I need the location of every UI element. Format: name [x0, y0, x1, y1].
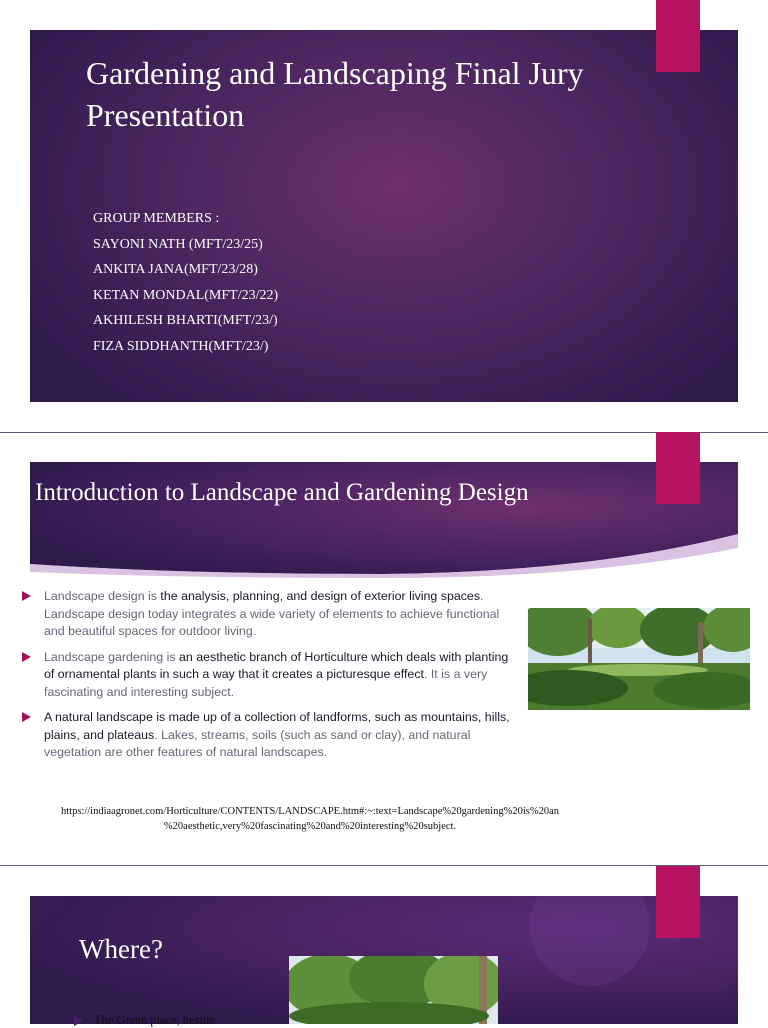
reference-link[interactable]: https://indiaagronet.com/Horticulture/CONTENTS/LANDSCAPE.htm#:~:text=Landscape%20gardening%20is%20an %20aesthetic,very%20fascinating%20and%20interesting%20subject.	[60, 806, 560, 832]
bullet-item: Landscape gardening is an aesthetic branch of Horticulture which deals with planting of ornamental plants in such a way that it creates a picturesque effect. It is a very fascinating and interesting subject.	[22, 649, 522, 702]
bullet-item: Landscape design is the analysis, planning, and design of exterior living spaces. Landscape design today integrates a wide variety of elements to achieve functional and beautiful spaces for outdoor living.	[22, 588, 522, 641]
bullet-item: The Green place, beside	[74, 1013, 274, 1028]
member-item: FIZA SIDDHANTH(MFT/23/)	[93, 338, 269, 354]
title-slide	[30, 30, 738, 402]
member-item: KETAN MONDAL(MFT/23/22)	[93, 287, 279, 303]
bullet-list	[22, 588, 522, 770]
group-members-list	[93, 208, 278, 361]
garden-photo	[528, 608, 750, 710]
bullet-arrow-icon	[22, 591, 31, 601]
presentation-title: Gardening and Landscaping Final Jury Presentation	[86, 55, 584, 133]
bullet-arrow-icon	[22, 712, 31, 722]
bullet-arrow-icon	[74, 1016, 83, 1026]
slide-title: Where?	[79, 934, 163, 964]
slide-title: Introduction to Landscape and Gardening Design	[35, 479, 529, 506]
location-photo	[289, 956, 498, 1024]
member-item: ANKITA JANA(MFT/23/28)	[93, 262, 258, 277]
accent-tab	[656, 432, 700, 504]
accent-tab	[656, 866, 700, 938]
member-item: AKHILESH BHARTI(MFT/23/)	[93, 313, 278, 328]
members-heading: GROUP MEMBERS :	[93, 211, 220, 226]
bullet-item: A natural landscape is made up of a collection of landforms, such as mountains, hills, plains, and plateaus. Lakes, streams, soils (such as sand or clay), and natural vegetation are other features of natural landscapes.	[22, 709, 522, 762]
slide-divider	[0, 865, 768, 866]
slide-divider	[0, 432, 768, 433]
accent-tab	[656, 0, 700, 72]
member-item: SAYONI NATH (MFT/23/25)	[93, 236, 263, 252]
bullet-arrow-icon	[22, 652, 31, 662]
